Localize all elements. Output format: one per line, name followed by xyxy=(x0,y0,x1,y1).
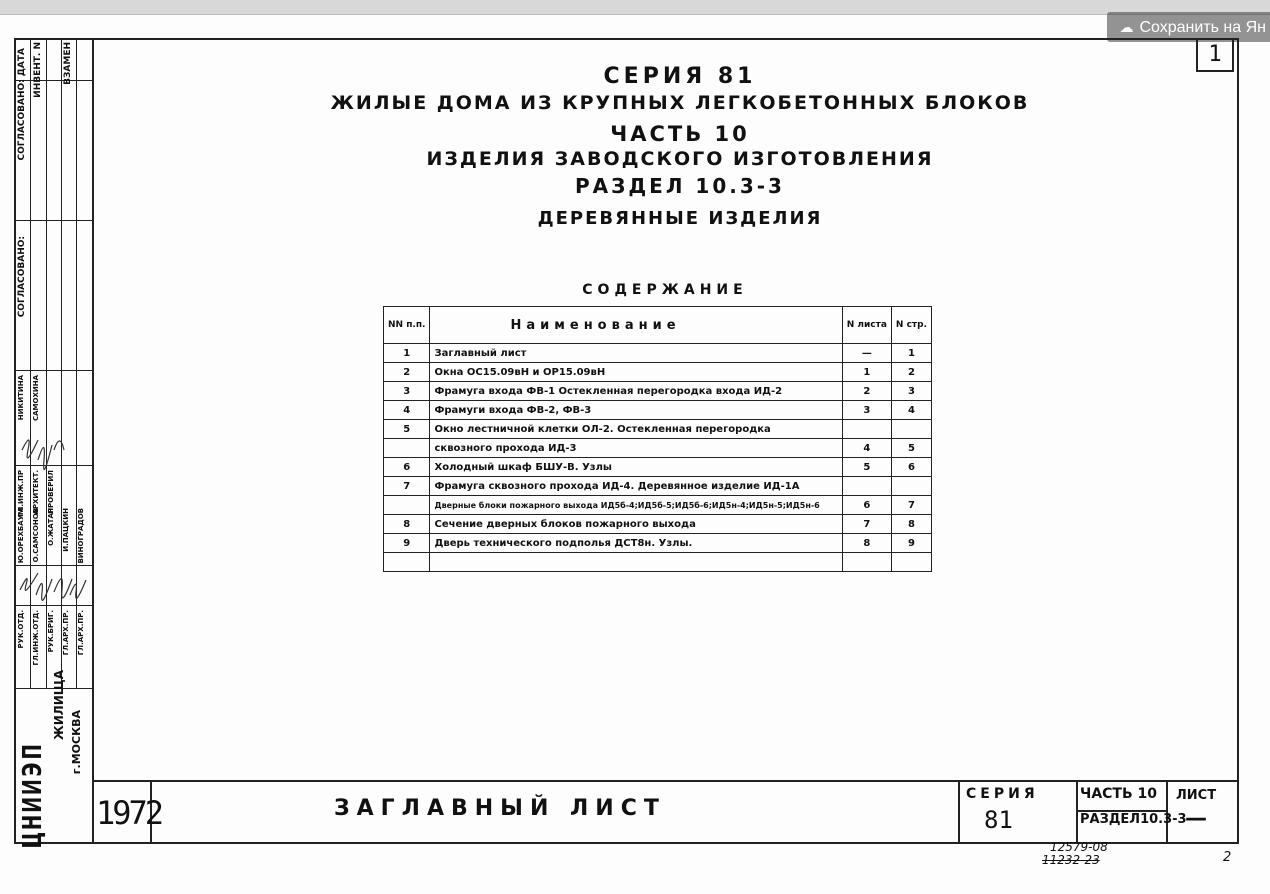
stamp-series-label: СЕРИЯ xyxy=(966,786,1039,802)
signer-name: О.САМСОНОВ xyxy=(32,508,40,563)
title-series: СЕРИЯ 81 xyxy=(603,64,757,89)
row-no: 1 xyxy=(384,344,430,363)
title-products: ИЗДЕЛИЯ ЗАВОДСКОГО ИЗГОТОВЛЕНИЯ xyxy=(426,148,934,170)
row-page: 6 xyxy=(891,458,931,477)
row-no: 9 xyxy=(384,534,430,553)
cloud-icon: ☁ xyxy=(1119,19,1134,35)
row-no: 8 xyxy=(384,515,430,534)
stamp-year: 1972 xyxy=(96,794,162,832)
stamp-series-value: 81 xyxy=(984,806,1013,834)
signer-role: ГЛ.АРХ.ПР. xyxy=(62,610,70,656)
row-page xyxy=(891,477,931,496)
contents-header-row xyxy=(384,307,932,344)
row-sheet: 2 xyxy=(842,382,891,401)
row-page: 9 xyxy=(891,534,931,553)
row-no xyxy=(384,496,430,515)
stamp-divider xyxy=(1076,782,1078,844)
signer-name: О.ЖАТАР xyxy=(47,508,55,546)
role-label: ГЛ.ИНЖ.ПР xyxy=(17,470,25,517)
institute-logo: ЦНИИЭП xyxy=(18,742,48,848)
row-no xyxy=(384,439,430,458)
sidebar-replace: ВЗАМЕН xyxy=(63,42,73,85)
table-row xyxy=(384,515,932,534)
inventory-number: 12579-08 xyxy=(1050,840,1108,854)
row-name: Дверные блоки пожарного выхода ИД5б-4;ИД5б-5;ИД5б-6;ИД5н-4;ИД5н-5;ИД5н-6 xyxy=(430,496,842,515)
inventory-number-crossed: 11232-23 xyxy=(1042,853,1100,867)
row-sheet: 7 xyxy=(842,515,891,534)
row-no: 2 xyxy=(384,363,430,382)
row-name: Заглавный лист xyxy=(430,344,842,363)
header-sheet: N листа xyxy=(842,307,891,344)
row-sheet: 5 xyxy=(842,458,891,477)
row-name: Фрамуги входа ФВ-2, ФВ-3 xyxy=(430,401,842,420)
stamp-divider xyxy=(958,782,960,844)
row-name: Фрамуга входа ФВ-1 Остекленная перегородка входа ИД-2 xyxy=(430,382,842,401)
sidebar-rule xyxy=(14,220,92,221)
signer-role: РУК.ОТД. xyxy=(17,610,25,649)
signer-name: И.ПАЦКИН xyxy=(62,508,70,552)
header-name: Наименование xyxy=(430,307,842,344)
row-no: 6 xyxy=(384,458,430,477)
row-page xyxy=(891,420,931,439)
table-row xyxy=(384,401,932,420)
sidebar-inventory: ИНВЕНТ. N xyxy=(33,42,43,98)
signatures-image xyxy=(14,410,92,610)
table-row xyxy=(384,382,932,401)
sidebar-rule xyxy=(14,370,92,371)
row-sheet: — xyxy=(842,344,891,363)
table-row xyxy=(384,458,932,477)
sidebar-approved-date: СОГЛАСОВАНО: ДАТА xyxy=(17,48,27,161)
stamp-sheet-value: — xyxy=(1185,806,1207,831)
header-no: NN п.п. xyxy=(384,307,430,344)
header-page: N стр. xyxy=(891,307,931,344)
row-page: 8 xyxy=(891,515,931,534)
table-row xyxy=(384,344,932,363)
row-page: 1 xyxy=(891,344,931,363)
signer-name: САМОХИНА xyxy=(32,375,40,422)
title-wooden: ДЕРЕВЯННЫЕ ИЗДЕЛИЯ xyxy=(537,208,823,229)
contents-table xyxy=(383,306,932,572)
row-name: Сечение дверных блоков пожарного выхода xyxy=(430,515,842,534)
signer-role: ГЛ.ИНЖ.ОТД. xyxy=(32,610,40,666)
row-page: 2 xyxy=(891,363,931,382)
table-row xyxy=(384,553,932,572)
row-no: 3 xyxy=(384,382,430,401)
stamp-sheet-label: ЛИСТ xyxy=(1176,788,1217,803)
row-name: сквозного прохода ИД-3 xyxy=(430,439,842,458)
logo-subtitle: ЖИЛИЩА xyxy=(52,670,66,740)
title-project: ЖИЛЫЕ ДОМА ИЗ КРУПНЫХ ЛЕГКОБЕТОННЫХ БЛОКОВ xyxy=(330,92,1030,114)
row-name: Окна ОС15.09вН и ОР15.09вН xyxy=(430,363,842,382)
sheet-number: 1 xyxy=(1196,38,1234,72)
row-page xyxy=(891,553,931,572)
row-sheet: 4 xyxy=(842,439,891,458)
row-name: Дверь технического подполья ДСТ8н. Узлы. xyxy=(430,534,842,553)
signer-name: НИКИТИНА xyxy=(17,375,25,421)
role-label: ПРОВЕРИЛ xyxy=(47,470,55,514)
row-name: Фрамуга сквозного прохода ИД-4. Деревянное изделие ИД-1А xyxy=(430,477,842,496)
page-number: 2 xyxy=(1223,850,1232,865)
browser-top-strip xyxy=(0,0,1270,15)
row-no xyxy=(384,553,430,572)
signer-role: РУК.БРИГ. xyxy=(47,610,55,653)
row-name xyxy=(430,553,842,572)
signer-name: ВИНОГРАДОВ xyxy=(77,508,85,564)
stamp-title: ЗАГЛАВНЫЙ ЛИСТ xyxy=(334,796,666,821)
row-no: 5 xyxy=(384,420,430,439)
row-page: 4 xyxy=(891,401,931,420)
row-no: 4 xyxy=(384,401,430,420)
signer-name: Ю.ОРЕХБАУМ xyxy=(17,508,25,564)
stamp-section: РАЗДЕЛ10.3-3 xyxy=(1080,812,1187,827)
row-page: 7 xyxy=(891,496,931,515)
row-sheet: 1 xyxy=(842,363,891,382)
row-sheet xyxy=(842,553,891,572)
row-page: 5 xyxy=(891,439,931,458)
sidebar-approved: СОГЛАСОВАНО: xyxy=(17,236,27,318)
row-no: 7 xyxy=(384,477,430,496)
role-label: АРХИТЕКТ. xyxy=(32,470,40,515)
save-button-label: Сохранить на Ян xyxy=(1139,19,1266,36)
table-row xyxy=(384,496,932,515)
stamp-part: ЧАСТЬ 10 xyxy=(1080,786,1157,802)
row-name: Холодный шкаф БШУ-В. Узлы xyxy=(430,458,842,477)
signer-role: ГЛ.АРХ.ПР. xyxy=(77,610,85,656)
row-page: 3 xyxy=(891,382,931,401)
title-section: РАЗДЕЛ 10.3-3 xyxy=(575,174,785,198)
title-part: ЧАСТЬ 10 xyxy=(610,122,750,146)
table-row xyxy=(384,534,932,553)
row-name: Окно лестничной клетки ОЛ-2. Остекленная перегородка xyxy=(430,420,842,439)
row-sheet: 6 xyxy=(842,496,891,515)
logo-city: г.МОСКВА xyxy=(70,710,83,775)
row-sheet: 3 xyxy=(842,401,891,420)
contents-title: СОДЕРЖАНИЕ xyxy=(582,282,748,298)
table-row xyxy=(384,420,932,439)
table-row xyxy=(384,477,932,496)
row-sheet: 8 xyxy=(842,534,891,553)
table-row xyxy=(384,363,932,382)
row-sheet xyxy=(842,477,891,496)
table-row xyxy=(384,439,932,458)
row-sheet xyxy=(842,420,891,439)
